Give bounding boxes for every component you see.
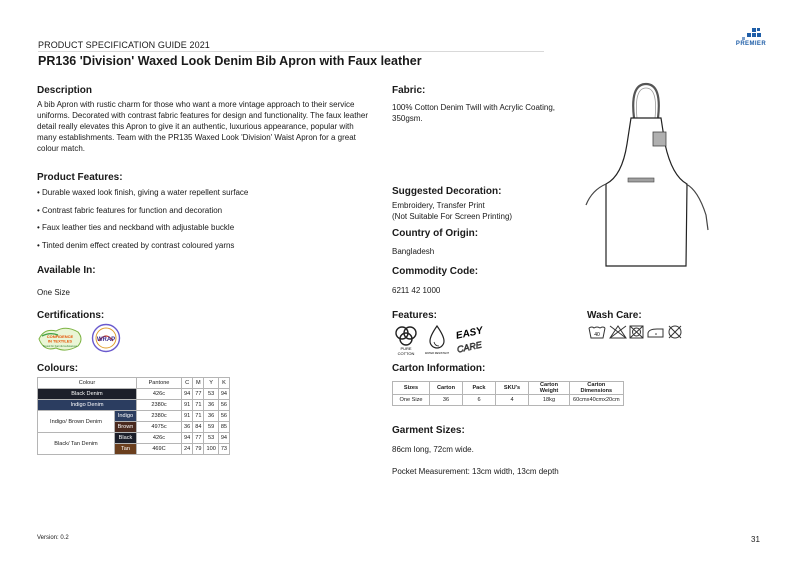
origin-heading: Country of Origin: <box>392 228 479 239</box>
c-value: 24 <box>182 444 193 455</box>
colours-heading: Colours: <box>37 363 79 374</box>
y-value: 36 <box>204 411 218 422</box>
colour-subname: Brown <box>115 422 137 433</box>
table-row <box>38 389 230 400</box>
commodity-heading: Commodity Code: <box>392 266 479 277</box>
easy-care-icon <box>455 322 485 358</box>
colours-table <box>37 377 230 455</box>
no-tumble-dry-icon <box>630 326 643 338</box>
available-in-heading: Available In: <box>37 265 96 276</box>
origin-value: Bangladesh <box>392 247 435 256</box>
m-value: 77 <box>193 433 204 444</box>
pure-cotton-icon <box>393 323 419 357</box>
colour-subname: Tan <box>115 444 137 455</box>
carton-table <box>392 381 624 406</box>
colour-subname: Indigo <box>115 411 137 422</box>
no-dry-clean-icon <box>669 326 681 338</box>
y-value: 59 <box>204 422 218 433</box>
garment-size-value: 86cm long, 72cm wide. <box>392 445 474 454</box>
product-features-heading: Product Features: <box>37 172 123 183</box>
table-row <box>393 395 624 406</box>
commodity-value: 6211 42 1000 <box>392 286 441 295</box>
carton-value: 36 <box>430 395 463 406</box>
colour-subname: Black <box>115 433 137 444</box>
k-value: 85 <box>218 422 229 433</box>
oeko-text-1: CONFIDENCE <box>46 334 74 339</box>
table-header-row <box>38 378 230 389</box>
c-value: 91 <box>182 411 193 422</box>
table-header-row <box>393 382 624 395</box>
skus-value: 4 <box>496 395 529 406</box>
pantone-value: 2380c <box>137 411 182 422</box>
c-header: C <box>182 378 193 389</box>
features-heading: Features: <box>392 310 438 321</box>
list-item: • Faux leather ties and neckband with adjustable buckle <box>37 223 235 232</box>
carton-weight-header: Carton Weight <box>529 382 570 395</box>
weight-value: 18kg <box>529 395 570 406</box>
brand-name: PREMIER <box>735 41 767 47</box>
m-value: 71 <box>193 411 204 422</box>
c-value: 91 <box>182 400 193 411</box>
k-value: 56 <box>218 411 229 422</box>
wash-40-icon <box>589 327 605 338</box>
wash-care-heading: Wash Care: <box>587 310 642 321</box>
garment-sizes-heading: Garment Sizes: <box>392 425 465 436</box>
pantone-value: 4975c <box>137 422 182 433</box>
certifications-heading: Certifications: <box>37 310 105 321</box>
carton-dimensions-header: Carton Dimensions <box>570 382 624 395</box>
y-header: Y <box>204 378 218 389</box>
table-row <box>38 433 230 444</box>
table-row <box>38 400 230 411</box>
product-title: PR136 'Division' Waxed Look Denim Bib Apron with Faux leather <box>38 54 422 68</box>
oeko-text-3: Tested for harmful substances <box>42 345 78 348</box>
decoration-line-2: (Not Suitable For Screen Printing) <box>392 212 513 221</box>
premier-logo <box>733 28 769 47</box>
carton-header: Carton <box>430 382 463 395</box>
colour-name: Black/ Tan Denim <box>38 433 115 455</box>
skus-header: SKU's <box>496 382 529 395</box>
wrap-certified-icon <box>91 323 121 353</box>
pantone-value: 2380c <box>137 400 182 411</box>
description-heading: Description <box>37 85 93 96</box>
m-value: 79 <box>193 444 204 455</box>
oeko-text-2: IN TEXTILES <box>47 338 73 344</box>
cotton-text: COTTON <box>397 351 415 356</box>
pantone-header: Pantone <box>137 378 182 389</box>
pocket-measurement: Pocket Measurement: 13cm width, 13cm depth <box>392 467 559 476</box>
pure-text: PURE <box>400 346 412 351</box>
m-value: 77 <box>193 389 204 400</box>
available-in-value: One Size <box>37 288 70 297</box>
k-value: 56 <box>218 400 229 411</box>
m-value: 71 <box>193 400 204 411</box>
c-value: 36 <box>182 422 193 433</box>
colour-name: Indigo Denim <box>38 400 137 411</box>
y-value: 53 <box>204 389 218 400</box>
guide-title: PRODUCT SPECIFICATION GUIDE 2021 <box>38 40 210 50</box>
care-text: CARE <box>456 339 483 355</box>
colour-name: Black Denim <box>38 389 137 400</box>
version-label: Version: 0.2 <box>37 535 69 541</box>
pack-header: Pack <box>463 382 496 395</box>
m-header: M <box>193 378 204 389</box>
pantone-value: 426c <box>137 433 182 444</box>
k-value: 73 <box>218 444 229 455</box>
page-number: 31 <box>751 535 760 544</box>
decoration-line-1: Embroidery, Transfer Print <box>392 201 485 210</box>
carton-heading: Carton Information: <box>392 363 486 374</box>
logo-squares-icon <box>738 28 764 40</box>
y-value: 36 <box>204 400 218 411</box>
oeko-tex-icon <box>36 326 84 352</box>
y-value: 100 <box>204 444 218 455</box>
list-item: • Contrast fabric features for function and decoration <box>37 205 223 215</box>
pantone-value: 426c <box>137 389 182 400</box>
iron-low-icon <box>648 329 663 337</box>
pantone-value: 469C <box>137 444 182 455</box>
colour-name: Indigo/ Brown Denim <box>38 411 115 433</box>
no-bleach-icon <box>610 326 626 338</box>
wash-care-icons <box>587 323 695 341</box>
table-row <box>38 411 230 422</box>
c-value: 94 <box>182 433 193 444</box>
easy-text: EASY <box>455 325 484 342</box>
product-features-list <box>37 188 367 258</box>
sizes-header: Sizes <box>393 382 430 395</box>
wash-temp: 40 <box>594 332 600 338</box>
list-item: • Tinted denim effect created by contrast coloured yarns <box>37 240 235 250</box>
k-value: 94 <box>218 389 229 400</box>
description-text: A bib Apron with rustic charm for those who want a more vintage approach to their service uniforms. Decorated with contrast fabric features for design and functionality. The faux leather detail really elevates this Apron to give it an authentic, luxurious appearance, popular with many establishments. Team with the PR135 Waxed Look 'Division' Waist Apron for a great colour match. <box>37 100 368 153</box>
fabric-heading: Fabric: <box>392 85 426 96</box>
size-value: One Size <box>393 395 430 406</box>
dimensions-value: 60cmx40cmx20cm <box>570 395 624 406</box>
decoration-heading: Suggested Decoration: <box>392 186 502 197</box>
k-value: 94 <box>218 433 229 444</box>
list-item: • Durable waxed look finish, giving a water repellent surface <box>37 188 249 197</box>
header-divider <box>38 51 544 52</box>
wrap-text: WRAP <box>96 337 116 343</box>
apron-image <box>582 80 712 270</box>
water-text: WATER RESISTANT <box>425 352 449 355</box>
colour-header: Colour <box>38 378 137 389</box>
y-value: 53 <box>204 433 218 444</box>
c-value: 94 <box>182 389 193 400</box>
m-value: 84 <box>193 422 204 433</box>
water-resistant-icon <box>425 323 449 357</box>
pack-value: 6 <box>463 395 496 406</box>
k-header: K <box>218 378 229 389</box>
fabric-value: 100% Cotton Denim Twill with Acrylic Coating, 350gsm. <box>392 103 556 123</box>
